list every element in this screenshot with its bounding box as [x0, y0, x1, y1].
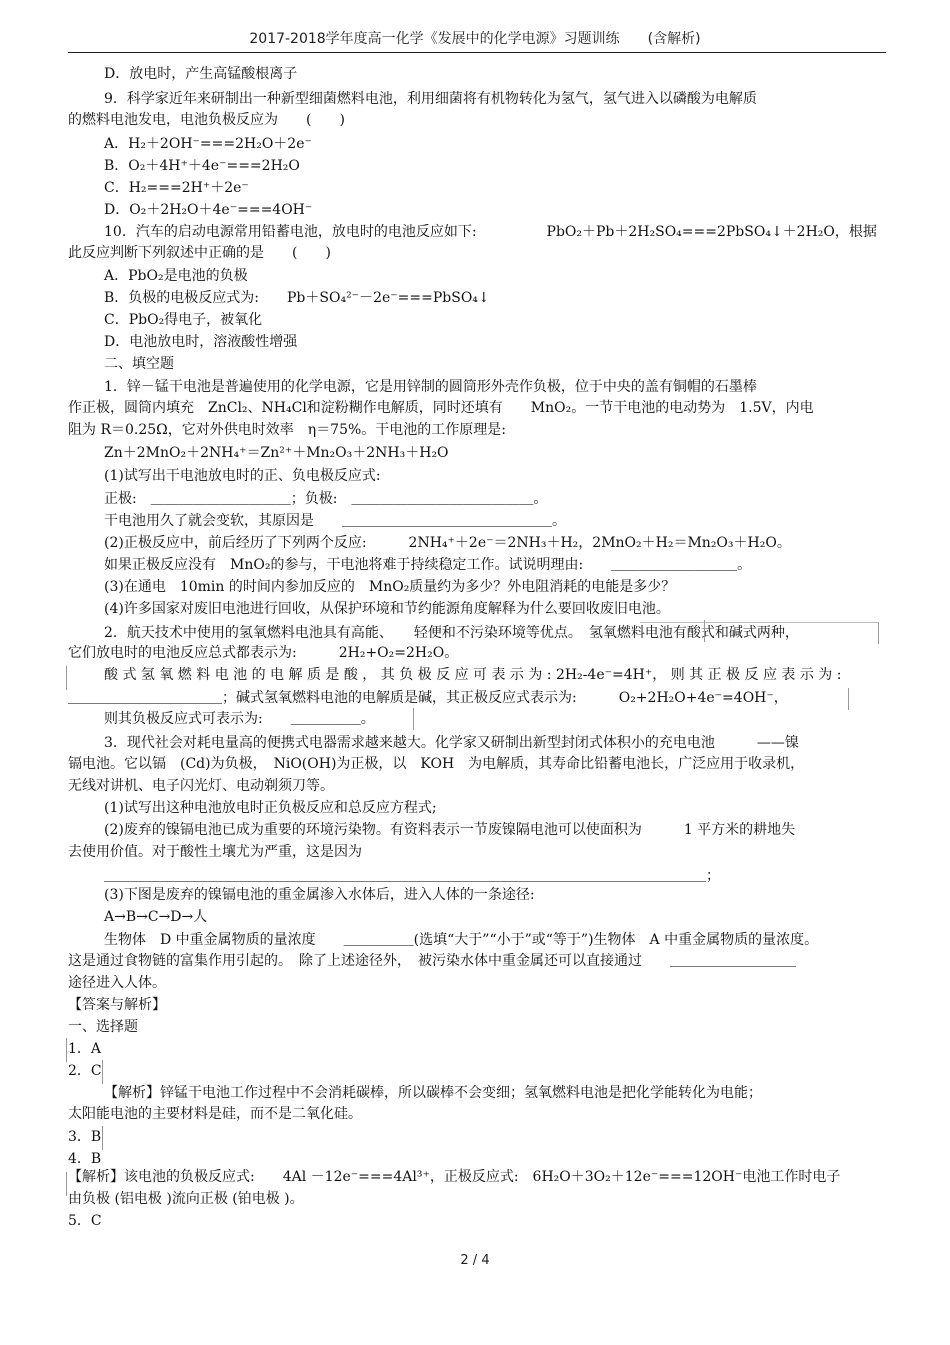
text-line: 二、填空题	[104, 356, 174, 372]
text-line: 【解析】锌锰干电池工作过程中不会消耗碳棒，所以碳棒不会变细；氢氧燃料电池是把化学能转化为电能；	[104, 1085, 762, 1101]
text-line: 途径进入人体。	[68, 975, 166, 991]
page-number: 2 / 4	[460, 1253, 490, 1268]
text-line: 干电池用久了就会变软，其原因是 ＿＿＿＿＿＿＿＿＿＿＿＿＿＿＿。	[104, 513, 566, 529]
text-line: 生物体 D 中重金属物质的量浓度 ＿＿＿＿＿(选填“大于”“小于”或“等于”)生物体 A 中重金属物质的量浓度。	[104, 932, 819, 948]
margin-mark	[66, 666, 67, 690]
text-line: ＿＿＿＿＿＿＿＿＿＿＿；碱式氢氧燃料电池的电解质是碱，其正极反应式表示为: O₂+2H₂O+4e⁻=4OH⁻，	[68, 690, 788, 706]
text-line: 如果正极反应没有 MnO₂的参与，干电池将难于持续稳定工作。试说明理由: ＿＿＿＿＿＿＿＿＿。	[104, 557, 752, 573]
text-line: D．放电时，产生高锰酸根离子	[104, 66, 298, 82]
text-line: (3)在通电 10min 的时间内参加反应的 MnO₂质量约为多少？外电阻消耗的电能是多少？	[104, 579, 676, 595]
text-line: 此反应判断下列叙述中正确的是 ( )	[68, 245, 331, 261]
text-line: (2)废弃的镍镉电池已成为重要的环境污染物。有资料表示一节废镍隔电池可以使面积为 1 平方米的耕地失	[104, 822, 796, 838]
margin-mark	[704, 620, 705, 642]
margin-mark	[66, 1172, 67, 1196]
text-line: 太阳能电池的主要材料是硅，而不是二氧化硅。	[68, 1106, 362, 1122]
text-line: 3．现代社会对耗电量高的便携式电器需求越来越大。化学家又研制出新型封闭式体积小的充电电池 ——镍	[104, 735, 799, 751]
text-line: ＿＿＿＿＿＿＿＿＿＿＿＿＿＿＿＿＿＿＿＿＿＿＿＿＿＿＿＿＿＿＿＿＿＿＿＿＿＿＿＿＿＿＿；	[104, 868, 720, 884]
text-line: B．O₂＋4H⁺＋4e⁻===2H₂O	[104, 158, 300, 174]
margin-mark	[848, 688, 849, 710]
text-line: 无线对讲机、电子闪光灯、电动剃须刀等。	[68, 778, 334, 794]
text-line: 则其负极反应式可表示为: ＿＿＿＿＿。	[104, 711, 375, 727]
text-line: B．负极的电极反应式为: Pb＋SO₄²⁻－2e⁻===PbSO₄↓	[104, 290, 490, 306]
margin-mark	[640, 622, 878, 623]
text-line: Zn＋2MnO₂＋2NH₄⁺＝Zn²⁺＋Mn₂O₃＋2NH₃＋H₂O	[104, 445, 449, 461]
text-line: 9．科学家近年来研制出一种新型细菌燃料电池，利用细菌将有机物转化为氢气，氢气进入以磷酸为电解质	[104, 91, 757, 107]
text-line: C．PbO₂得电子，被氧化	[104, 312, 263, 328]
text-line: (1)试写出这种电池放电时正负极反应和总反应方程式;	[104, 800, 437, 816]
text-line: 3．B	[68, 1129, 102, 1145]
text-line: 10．汽车的启动电源常用铅蓄电池，放电时的电池反应如下: PbO₂＋Pb＋2H₂SO₄===2PbSO₄↓＋2H₂O，根据	[104, 224, 877, 240]
text-line: A．H₂＋2OH⁻===2H₂O＋2e⁻	[104, 136, 312, 152]
text-line: 2．航天技术中使用的氢氧燃料电池具有高能、 轻便和不污染环境等优点。 氢氧燃料电池有酸式和碱式两种，	[104, 625, 799, 641]
text-line: 1．A	[68, 1041, 102, 1057]
text-line: (4)许多国家对废旧电池进行回收，从保护环境和节约能源角度解释为什么要回收废旧电池。	[104, 601, 670, 617]
text-line: A→B→C→D→人	[104, 909, 208, 925]
text-line: 阻为 R＝0.25Ω，它对外供电时效率 η＝75%。干电池的工作原理是:	[68, 422, 506, 438]
margin-mark	[66, 1038, 67, 1062]
text-line: 【解析】该电池的负极反应式: 4Al －12e⁻===4Al³⁺，正极反应式: 6H₂O＋3O₂＋12e⁻===12OH⁻电池工作时电子	[68, 1169, 841, 1185]
text-line: 一、选择题	[68, 1019, 138, 1035]
text-line: 5．C	[68, 1213, 102, 1229]
text-line: 1．锌－锰干电池是普遍使用的化学电源，它是用锌制的圆筒形外壳作负极，位于中央的盖有铜帽的石墨棒	[104, 379, 757, 395]
text-line: (2)正极反应中，前后经历了下列两个反应: 2NH₄⁺＋2e⁻＝2NH₃＋H₂，2MnO₂＋H₂＝Mn₂O₃＋H₂O。	[104, 535, 791, 551]
text-line: 它们放电时的电池反应总式都表示为: 2H₂+O₂=2H₂O。	[68, 645, 459, 661]
margin-mark	[102, 1060, 103, 1084]
text-line: (1)试写出干电池放电时的正、负电极反应式:	[104, 468, 381, 484]
margin-mark	[102, 1126, 103, 1150]
header-rule	[68, 52, 886, 53]
text-line: 作正极，圆筒内填充 ZnCl₂、NH₄Cl和淀粉糊作电解质，同时还填有 MnO₂。一节干电池的电动势为 1.5V，内电	[68, 400, 814, 416]
text-line: C．H₂===2H⁺＋2e⁻	[104, 180, 249, 196]
page-header: 2017-2018学年度高一化学《发展中的化学电源》习题训练 (含解析)	[249, 31, 701, 47]
text-line: 【答案与解析】	[68, 997, 166, 1013]
margin-mark	[878, 622, 879, 644]
text-line: 正极: ＿＿＿＿＿＿＿＿＿＿；负极: ＿＿＿＿＿＿＿＿＿＿＿＿＿。	[104, 491, 548, 507]
text-line: A．PbO₂是电池的负极	[104, 268, 248, 284]
text-line: 的燃料电池发电，电池负极反应为 ( )	[68, 112, 345, 128]
text-line: 酸 式 氢 氧 燃 料 电 池 的 电 解 质 是 酸 ， 其 负 极 反 应 可 表 示 为 : 2H₂-4e⁻=4H⁺， 则 其 正 极 反 应 表 示 为 :	[104, 667, 842, 683]
text-line: (3)下图是废弃的镍镉电池的重金属渗入水体后，进入人体的一条途径:	[104, 887, 535, 903]
text-line: 由负极 (铝电极 )流向正极 (铂电极 )。	[68, 1191, 304, 1207]
text-line: 这是通过食物链的富集作用引起的。 除了上述途径外， 被污染水体中重金属还可以直接通过 ＿＿＿＿＿＿＿＿＿	[68, 953, 796, 969]
text-line: 2．C	[68, 1063, 102, 1079]
text-line: 4．B	[68, 1151, 102, 1167]
text-line: D．O₂＋2H₂O＋4e⁻===4OH⁻	[104, 202, 313, 218]
text-line: D．电池放电时，溶液酸性增强	[104, 334, 298, 350]
margin-mark	[413, 708, 414, 730]
text-line: 镉电池。它以镉 (Cd)为负极， NiO(OH)为正极，以 KOH 为电解质，其寿命比铅蓄电池长，广泛应用于收录机，	[68, 756, 805, 772]
text-line: 去使用价值。对于酸性土壤尤为严重，这是因为	[68, 844, 362, 860]
